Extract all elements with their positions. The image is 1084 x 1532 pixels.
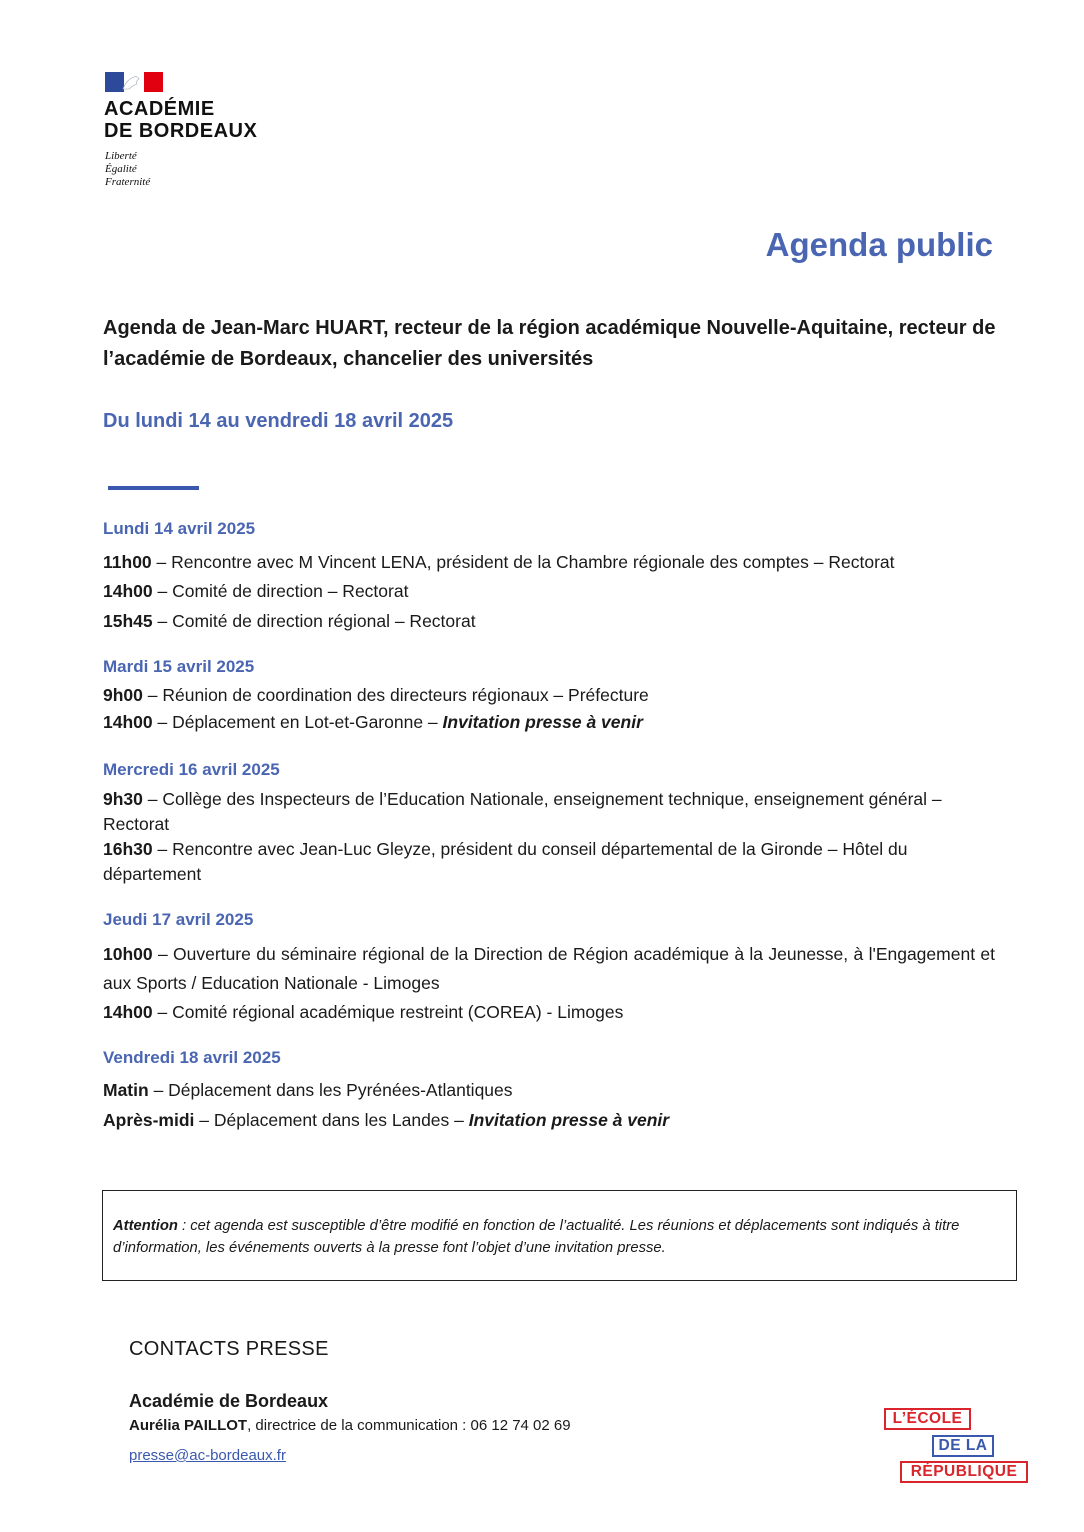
notice-text: : cet agenda est susceptible d’être modifié en fonction de l’actualité. Les réunions et déplacements sont indiqués à titre d’information, les événements ouverts à la presse font l’objet d’une invitation presse. xyxy=(113,1218,960,1256)
marianne-flag-icon xyxy=(105,72,163,92)
event-text: – Déplacement dans les Pyrénées-Atlantiques xyxy=(148,1080,513,1100)
event-time: 11h00 xyxy=(103,552,152,572)
agenda-event xyxy=(103,1108,995,1133)
contacts-title: CONTACTS PRESSE xyxy=(129,1338,329,1360)
agenda-event xyxy=(103,837,995,887)
event-time: 9h00 xyxy=(103,685,143,705)
event-text: – Collège des Inspecteurs de l’Education Nationale, enseignement technique, enseignement général – Rectorat xyxy=(103,789,942,834)
event-text: – Ouverture du séminaire régional de la Direction de Région académique à la Jeunesse, à l'Engagement et aux Sports / Education Nationale - Limoges xyxy=(103,944,995,993)
agenda-event xyxy=(103,1000,995,1025)
event-time: 14h00 xyxy=(103,712,153,732)
day-heading: Vendredi 18 avril 2025 xyxy=(103,1048,281,1067)
event-text: – Comité régional académique restreint (COREA) - Limoges xyxy=(152,1002,624,1022)
page-subtitle: Agenda de Jean-Marc HUART, recteur de la région académique Nouvelle-Aquitaine, recteur de l’académie de Bordeaux, chancelier des universités xyxy=(103,317,996,370)
academie-logo xyxy=(88,52,288,212)
event-text: – Rencontre avec Jean-Luc Gleyze, président du conseil départemental de la Gironde – Hôtel du département xyxy=(103,839,908,884)
agenda-event xyxy=(103,609,995,634)
event-text: – Comité de direction régional – Rectorat xyxy=(152,611,476,631)
event-text: – Rencontre avec M Vincent LENA, président de la Chambre régionale des comptes – Rectorat xyxy=(151,552,895,572)
event-time: 15h45 xyxy=(103,611,153,631)
agenda-event xyxy=(103,940,995,998)
event-press-note: Invitation presse à venir xyxy=(442,712,643,732)
academie-name: ACADÉMIE DE BORDEAUX xyxy=(104,98,258,142)
event-press-note: Invitation presse à venir xyxy=(468,1110,670,1130)
event-text: – Déplacement en Lot-et-Garonne – xyxy=(152,712,443,732)
ecole-republique-logo: L’ÉCOLE DE LA RÉPUBLIQUE xyxy=(884,1408,1032,1486)
devise: Liberté Égalité Fraternité xyxy=(105,150,151,188)
date-range: Du lundi 14 au vendredi 18 avril 2025 xyxy=(103,410,454,432)
event-text: – Déplacement dans les Landes – xyxy=(194,1110,469,1130)
event-time: 10h00 xyxy=(103,944,153,964)
contact-person xyxy=(129,1417,571,1434)
contact-name: Aurélia PAILLOT xyxy=(129,1417,248,1434)
day-heading: Lundi 14 avril 2025 xyxy=(103,519,256,538)
agenda-event xyxy=(103,550,995,575)
notice-label: Attention xyxy=(113,1218,178,1234)
event-text: – Réunion de coordination des directeurs régionaux – Préfecture xyxy=(142,685,649,705)
event-time: 9h30 xyxy=(103,789,143,809)
day-heading: Mercredi 16 avril 2025 xyxy=(103,760,280,779)
agenda-event xyxy=(103,683,995,708)
agenda-event xyxy=(103,710,995,735)
event-time: Matin xyxy=(103,1080,149,1100)
event-time: 14h00 xyxy=(103,1002,153,1022)
event-time: 14h00 xyxy=(103,581,153,601)
contact-email-link[interactable]: presse@ac-bordeaux.fr xyxy=(129,1447,286,1464)
event-time: 16h30 xyxy=(103,839,153,859)
agenda-event xyxy=(103,1078,995,1103)
attention-notice xyxy=(102,1190,1017,1281)
accent-divider xyxy=(108,486,199,490)
page-title: Agenda public xyxy=(765,226,993,263)
day-heading: Jeudi 17 avril 2025 xyxy=(103,910,254,929)
agenda-event xyxy=(103,579,995,604)
contact-role: , directrice de la communication : 06 12 74 02 69 xyxy=(247,1417,571,1434)
agenda-event xyxy=(103,787,995,837)
day-heading: Mardi 15 avril 2025 xyxy=(103,657,255,676)
event-time: Après-midi xyxy=(103,1110,195,1130)
contact-organization: Académie de Bordeaux xyxy=(129,1391,329,1411)
event-text: – Comité de direction – Rectorat xyxy=(152,581,409,601)
